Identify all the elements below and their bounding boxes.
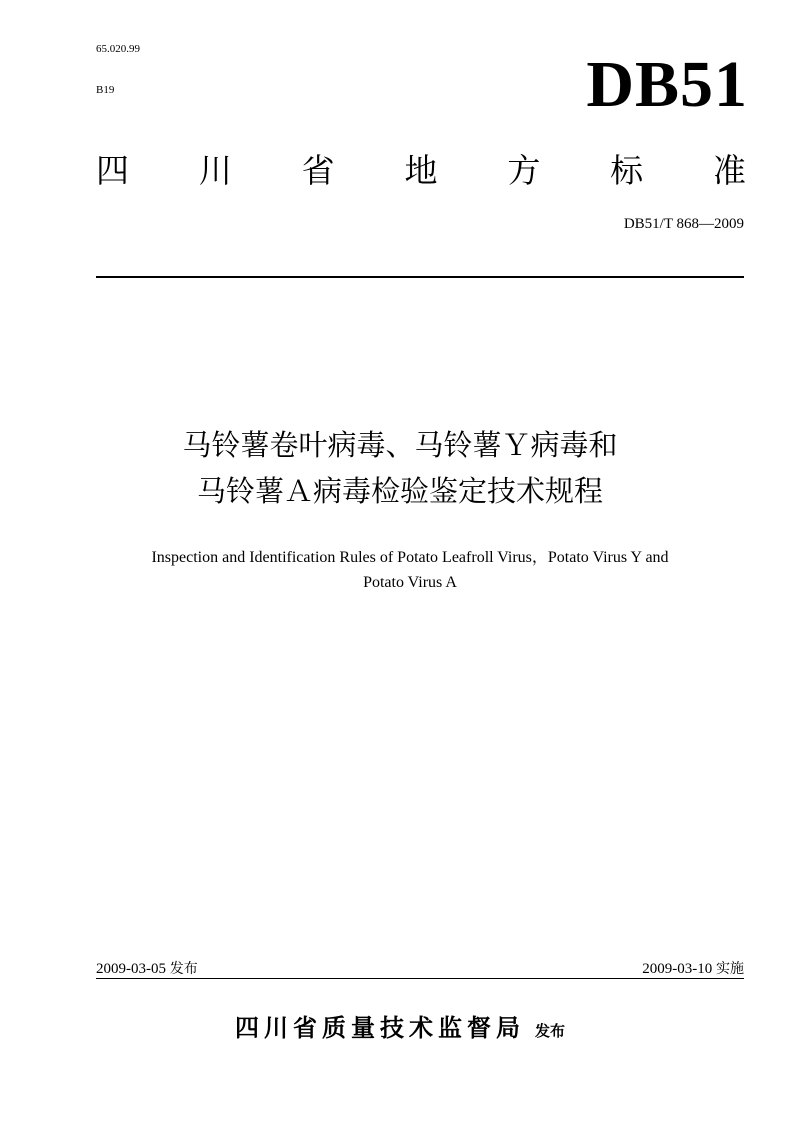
publish-date-value: 2009-03-05: [96, 961, 166, 977]
standard-category-char: 方: [507, 151, 541, 190]
publish-date: [96, 958, 198, 978]
ics-code: 65.020.99: [96, 43, 140, 55]
chinese-title-line-2: 马铃薯Ａ病毒检验鉴定技术规程: [196, 474, 603, 508]
db51-logo: DB51: [586, 48, 748, 121]
standard-number: DB51/T 868—2009: [623, 216, 744, 232]
standard-category-char: 地: [404, 151, 438, 190]
standard-category-char: 准: [712, 151, 746, 190]
standard-category-char: 四: [96, 151, 129, 190]
issuer-suffix: 发布: [534, 1022, 565, 1040]
english-title-line-1: Inspection and Identification Rules of Potato Leafroll Virus，Potato Virus Y and: [151, 549, 669, 566]
standard-category-char: 省: [301, 151, 335, 190]
publish-label: 发布: [169, 961, 198, 977]
chinese-title: [0, 422, 800, 514]
issuer-name: 四川省质量技术监督局: [234, 1014, 525, 1042]
standard-category-char: 标: [610, 151, 644, 190]
chinese-title-line-1: 马铃薯卷叶病毒、马铃薯Ｙ病毒和: [182, 428, 618, 462]
standard-category-title: [96, 148, 746, 194]
issuer: [0, 1008, 800, 1043]
footer-divider: [96, 978, 744, 979]
english-title: [60, 545, 760, 595]
ccs-code: B19: [96, 84, 115, 96]
implement-date-value: 2009-03-10: [642, 961, 713, 977]
implement-label: 实施: [716, 961, 744, 977]
standard-category-char: 川: [198, 151, 232, 190]
header-divider: [96, 276, 744, 278]
implement-date: [642, 958, 744, 978]
english-title-line-2: Potato Virus A: [363, 574, 457, 591]
